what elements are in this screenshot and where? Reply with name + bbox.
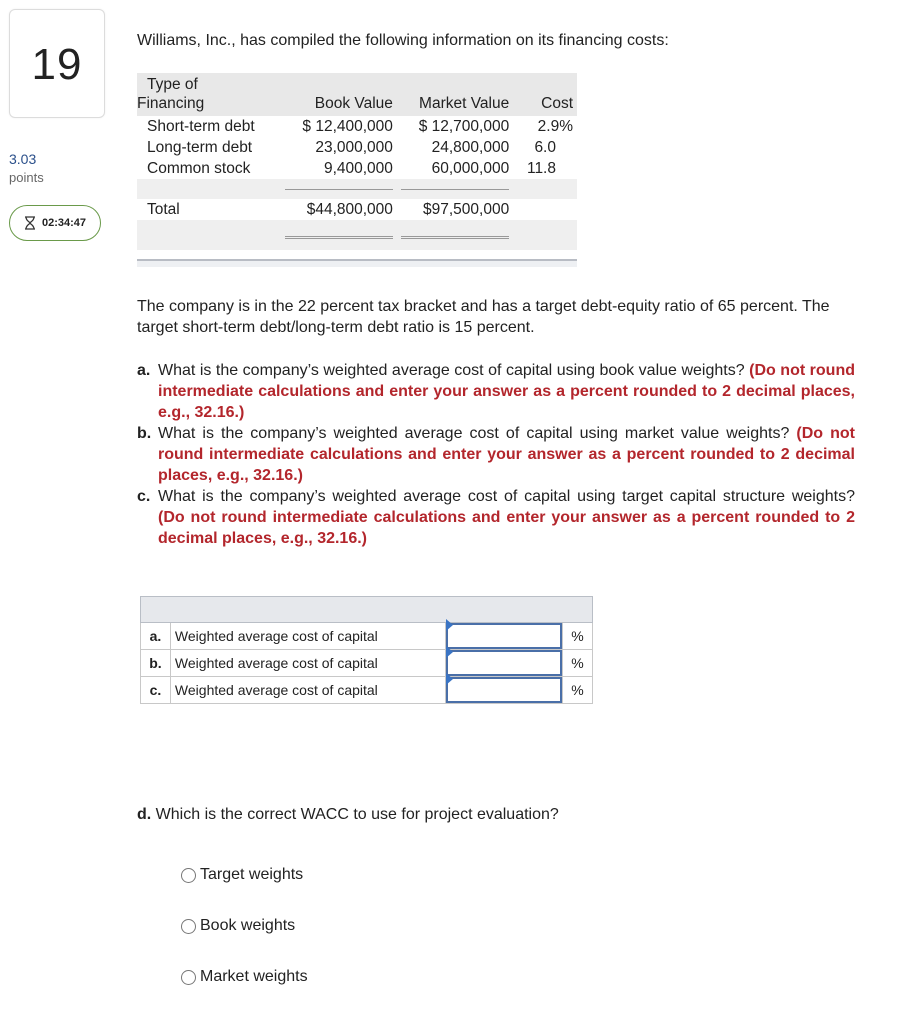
question-b: b. What is the company’s weighted average cost of capital using market value weights? (Do not round intermediate calculations and enter your answer as a percent rounded to 2 decimal places, e.g., 32.16.)	[137, 425, 855, 484]
flag-icon	[446, 646, 453, 658]
question-number-card	[9, 9, 105, 118]
radio-button[interactable]	[181, 919, 196, 934]
header-cost: Cost	[513, 73, 577, 116]
question-c: c. What is the company’s weighted average cost of capital using target capital structure weights? (Do not round intermediate calculations and enter your answer as a percent rounded to 2 decimal places, e.g., 32.16.)	[137, 488, 855, 547]
hourglass-icon	[24, 216, 36, 230]
table-scrollbar[interactable]	[137, 259, 577, 267]
flag-icon	[446, 673, 453, 685]
option-market-weights[interactable]: Market weights	[181, 968, 308, 986]
flag-icon	[446, 619, 453, 631]
points-value: 3.03	[9, 151, 37, 167]
answer-input-c[interactable]	[446, 677, 562, 703]
answer-grid	[140, 596, 592, 704]
answer-row-c: c. Weighted average cost of capital %	[141, 677, 593, 704]
header-market-value: Market Value	[397, 73, 513, 116]
table-row: Common stock 9,400,000 60,000,000 11.8	[147, 159, 556, 177]
header-book-value: Book Value	[281, 73, 397, 116]
points-label: points	[9, 170, 44, 185]
question-number: 19	[31, 40, 83, 89]
answer-row-a: a. Weighted average cost of capital %	[141, 623, 593, 650]
table-row: Short-term debt $ 12,400,000 $ 12,700,000 2.9%	[147, 117, 573, 135]
answer-row-b: b. Weighted average cost of capital %	[141, 650, 593, 677]
financing-table	[137, 73, 577, 250]
tax-paragraph: The company is in the 22 percent tax bracket and has a target debt-equity ratio of 65 percent. The target short-term debt/long-term debt ratio is 15 percent.	[137, 298, 830, 336]
answer-grid-header	[141, 597, 593, 623]
radio-button[interactable]	[181, 970, 196, 985]
header-type: Type of Financing	[137, 73, 281, 116]
question-list	[137, 360, 855, 549]
radio-button[interactable]	[181, 868, 196, 883]
answer-input-a[interactable]	[446, 623, 562, 649]
part-d-question: d. Which is the correct WACC to use for project evaluation?	[137, 806, 559, 823]
option-book-weights[interactable]: Book weights	[181, 917, 295, 935]
table-total-row: Total $44,800,000 $97,500,000	[147, 200, 510, 218]
table-row: Long-term debt 23,000,000 24,800,000 6.0	[147, 138, 556, 156]
option-target-weights[interactable]: Target weights	[181, 866, 303, 884]
answer-input-b[interactable]	[446, 650, 562, 676]
question-a: a. What is the company’s weighted average cost of capital using book value weights? (Do not round intermediate calculations and enter your answer as a percent rounded to 2 decimal places, e.g., 32.16.)	[137, 362, 855, 421]
timer-badge[interactable]	[9, 205, 101, 241]
table-spacer-row	[137, 220, 577, 250]
intro-text: Williams, Inc., has compiled the following information on its financing costs:	[137, 32, 669, 49]
table-spacer-row	[137, 179, 577, 199]
timer-text: 02:34:47	[41, 217, 87, 229]
